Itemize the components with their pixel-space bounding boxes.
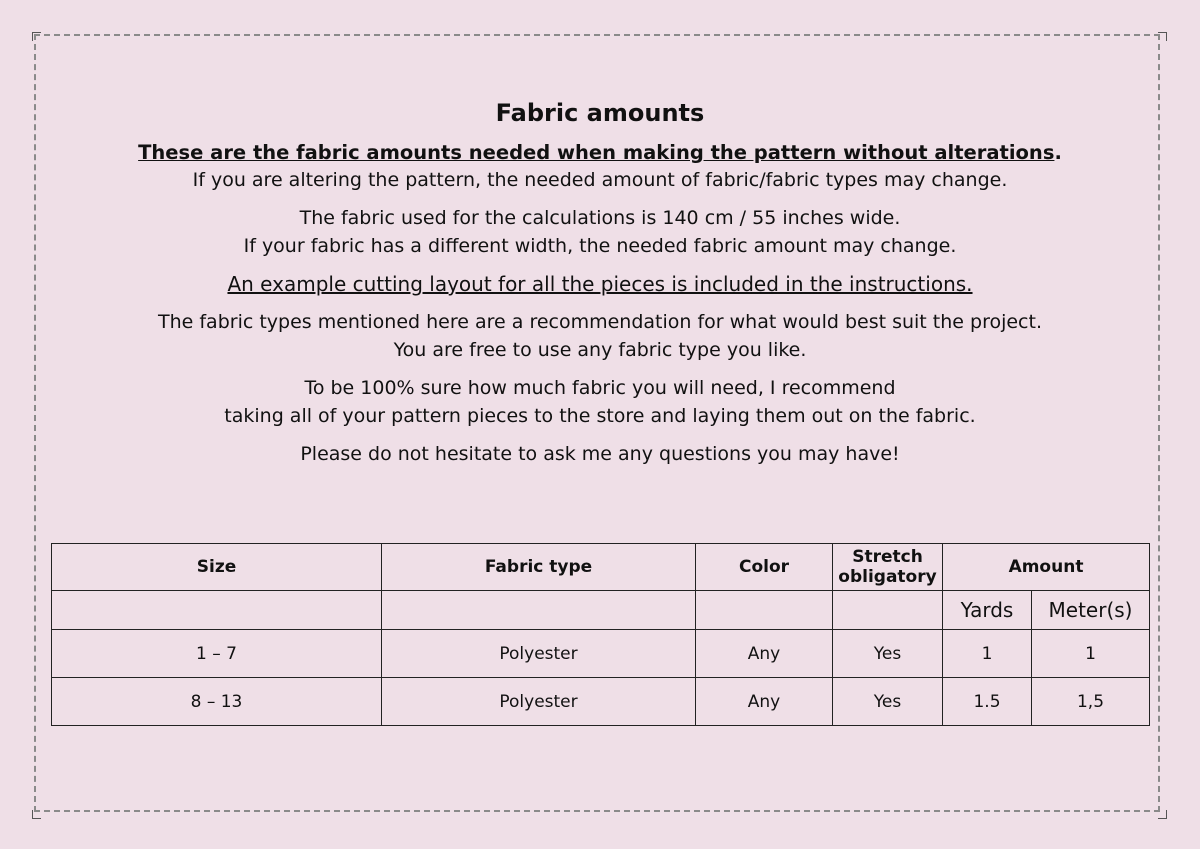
header-stretch-line2: obligatory	[838, 567, 937, 587]
lead-line	[52, 140, 1148, 166]
corner-mark-top-right	[1158, 32, 1167, 41]
freedom-note: You are free to use any fabric type you like.	[393, 339, 807, 361]
header-amount: Amount	[943, 544, 1150, 591]
sure-note-line2: taking all of your pattern pieces to the store and laying them out on the fabric.	[224, 405, 976, 427]
cell-meters: 1	[1032, 630, 1150, 678]
cell-stretch: Yes	[833, 678, 943, 726]
cell-color: Any	[696, 678, 833, 726]
subheader-empty-size	[52, 591, 382, 630]
cell-stretch: Yes	[833, 630, 943, 678]
lead-suffix: .	[1054, 141, 1062, 164]
table-row	[52, 630, 1150, 678]
corner-mark-bottom-right	[1158, 810, 1167, 819]
header-fabric-type: Fabric type	[382, 544, 696, 591]
lead-underlined-text: These are the fabric amounts needed when making the pattern without alterations	[138, 141, 1055, 164]
cell-size: 8 – 13	[52, 678, 382, 726]
info-section	[52, 96, 1148, 468]
subheader-meters: Meter(s)	[1032, 591, 1150, 630]
table-subheader-row	[52, 591, 1150, 630]
cell-size: 1 – 7	[52, 630, 382, 678]
recommendation-note: The fabric types mentioned here are a recommendation for what would best suit the project.	[157, 311, 1042, 333]
questions-note: Please do not hesitate to ask me any questions you may have!	[300, 443, 900, 465]
corner-mark-top-left	[32, 32, 41, 41]
fabric-width-note: The fabric used for the calculations is 140 cm / 55 inches wide.	[299, 207, 901, 229]
subheader-empty-stretch	[833, 591, 943, 630]
header-stretch-line1: Stretch	[852, 547, 923, 567]
header-color: Color	[696, 544, 833, 591]
header-stretch-obligatory	[833, 544, 943, 591]
cell-yards: 1.5	[943, 678, 1032, 726]
cutting-layout-note: An example cutting layout for all the pieces is included in the instructions.	[227, 272, 973, 296]
cell-fabric-type: Polyester	[382, 630, 696, 678]
subheader-yards: Yards	[943, 591, 1032, 630]
sure-note-line1: To be 100% sure how much fabric you will need, I recommend	[304, 377, 896, 399]
alteration-note: If you are altering the pattern, the needed amount of fabric/fabric types may change.	[192, 169, 1008, 191]
cell-meters: 1,5	[1032, 678, 1150, 726]
fabric-amounts-table	[51, 543, 1150, 726]
header-size: Size	[52, 544, 382, 591]
fabric-width-warning: If your fabric has a different width, the needed fabric amount may change.	[243, 235, 957, 257]
page-title: Fabric amounts	[495, 99, 705, 127]
cell-fabric-type: Polyester	[382, 678, 696, 726]
cell-color: Any	[696, 630, 833, 678]
subheader-empty-fabric	[382, 591, 696, 630]
table-row	[52, 678, 1150, 726]
corner-mark-bottom-left	[32, 810, 41, 819]
subheader-empty-color	[696, 591, 833, 630]
table-header-row	[52, 544, 1150, 591]
cell-yards: 1	[943, 630, 1032, 678]
